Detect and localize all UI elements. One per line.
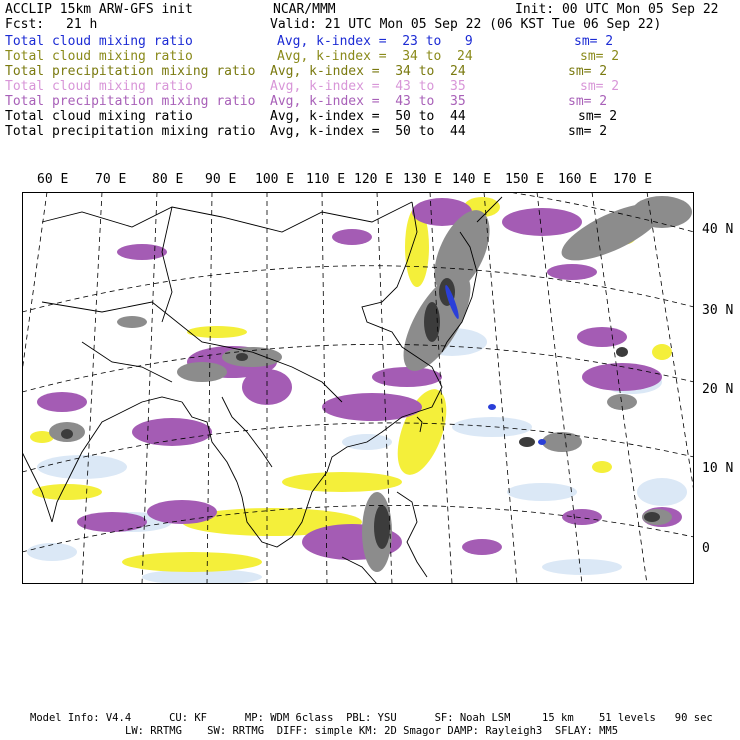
field-smoothing: sm= 2 <box>568 94 608 109</box>
init-time: Init: 00 UTC Mon 05 Sep 22 <box>515 2 719 17</box>
field-kindex: Avg, k-index = 23 to 9 <box>277 34 473 49</box>
org-label: NCAR/MMM <box>273 2 336 17</box>
field-smoothing: sm= 2 <box>580 49 620 64</box>
field-kindex: Avg, k-index = 34 to 24 <box>270 64 466 79</box>
lon-label: 120 E <box>354 172 394 187</box>
cloud-patch <box>632 196 692 228</box>
cloud-patch <box>538 439 546 445</box>
cloud-patch <box>542 432 582 452</box>
cloud-patch <box>562 509 602 525</box>
field-smoothing: sm= 2 <box>580 79 620 94</box>
model-title: ACCLIP 15km ARW-GFS init <box>5 2 193 17</box>
cloud-patch <box>374 505 390 549</box>
cloud-patch <box>488 404 496 410</box>
lon-label: 140 E <box>452 172 492 187</box>
field-kindex: Avg, k-index = 34 to 24 <box>277 49 473 64</box>
cloud-patch <box>187 326 247 338</box>
field-kindex: Avg, k-index = 50 to 44 <box>270 109 466 124</box>
field-smoothing: sm= 2 <box>574 34 614 49</box>
lon-label: 100 E <box>255 172 295 187</box>
cloud-patch <box>519 437 535 447</box>
cloud-patch <box>462 539 502 555</box>
cloud-patch <box>61 429 73 439</box>
forecast-map <box>22 192 694 584</box>
cloud-patch <box>507 483 577 501</box>
cloud-patch <box>616 347 628 357</box>
cloud-patch <box>542 559 622 575</box>
field-kindex: Avg, k-index = 50 to 44 <box>270 124 466 139</box>
field-name: Total cloud mixing ratio <box>5 109 193 124</box>
field-name: Total cloud mixing ratio <box>5 79 193 94</box>
cloud-patch <box>282 472 402 492</box>
field-kindex: Avg, k-index = 43 to 35 <box>270 79 466 94</box>
cloud-patch <box>577 327 627 347</box>
lon-label: 110 E <box>306 172 346 187</box>
field-name: Total precipitation mixing ratio <box>5 64 256 79</box>
model-info: Model Info: V4.4 CU: KF MP: WDM 6class PBL: YSU SF: Noah LSM 15 km 51 levels 90 sec <box>30 712 713 724</box>
cloud-patch <box>236 353 248 361</box>
lat-label: 30 N <box>702 303 734 318</box>
field-kindex: Avg, k-index = 43 to 35 <box>270 94 466 109</box>
cloud-patch <box>372 367 442 387</box>
cloud-patch <box>222 347 282 367</box>
field-name: Total cloud mixing ratio <box>5 34 193 49</box>
lon-label: 160 E <box>558 172 598 187</box>
cloud-patch <box>502 208 582 236</box>
field-smoothing: sm= 2 <box>578 109 618 124</box>
field-name: Total precipitation mixing ratio <box>5 124 256 139</box>
cloud-patch <box>37 392 87 412</box>
lon-label: 170 E <box>613 172 653 187</box>
cloud-patch <box>332 229 372 245</box>
cloud-patch <box>27 543 77 561</box>
cloud-patch <box>637 478 687 506</box>
cloud-patch <box>132 418 212 446</box>
lon-label: 60 E <box>37 172 69 187</box>
cloud-patch <box>117 244 167 260</box>
cloud-patch <box>117 316 147 328</box>
fcst-label: Fcst: <box>5 17 45 32</box>
cloud-patch <box>644 512 660 522</box>
cloud-patch <box>652 344 672 360</box>
cloud-patch <box>592 461 612 473</box>
physics-info: LW: RRTMG SW: RRTMG DIFF: simple KM: 2D Smagor DAMP: Rayleigh3 SFLAY: MM5 <box>125 725 619 737</box>
field-smoothing: sm= 2 <box>568 124 608 139</box>
lon-label: 130 E <box>403 172 443 187</box>
lon-label: 80 E <box>152 172 184 187</box>
cloud-patch <box>452 417 532 437</box>
lat-label: 40 N <box>702 222 734 237</box>
field-name: Total cloud mixing ratio <box>5 49 193 64</box>
cloud-patch <box>37 455 127 479</box>
field-name: Total precipitation mixing ratio <box>5 94 256 109</box>
lat-label: 10 N <box>702 461 734 476</box>
lon-label: 70 E <box>95 172 127 187</box>
lon-label: 150 E <box>505 172 545 187</box>
cloud-patch <box>582 363 662 391</box>
lat-label: 0 <box>702 541 710 556</box>
valid-time: Valid: 21 UTC Mon 05 Sep 22 (06 KST Tue 06 Sep 22) <box>270 17 662 32</box>
lat-label: 20 N <box>702 382 734 397</box>
lon-label: 90 E <box>205 172 237 187</box>
fcst-value: 21 h <box>66 17 98 32</box>
field-smoothing: sm= 2 <box>568 64 608 79</box>
cloud-patch <box>77 512 147 532</box>
cloud-patch <box>32 484 102 500</box>
cloud-patch <box>177 362 227 382</box>
cloud-patch <box>547 264 597 280</box>
